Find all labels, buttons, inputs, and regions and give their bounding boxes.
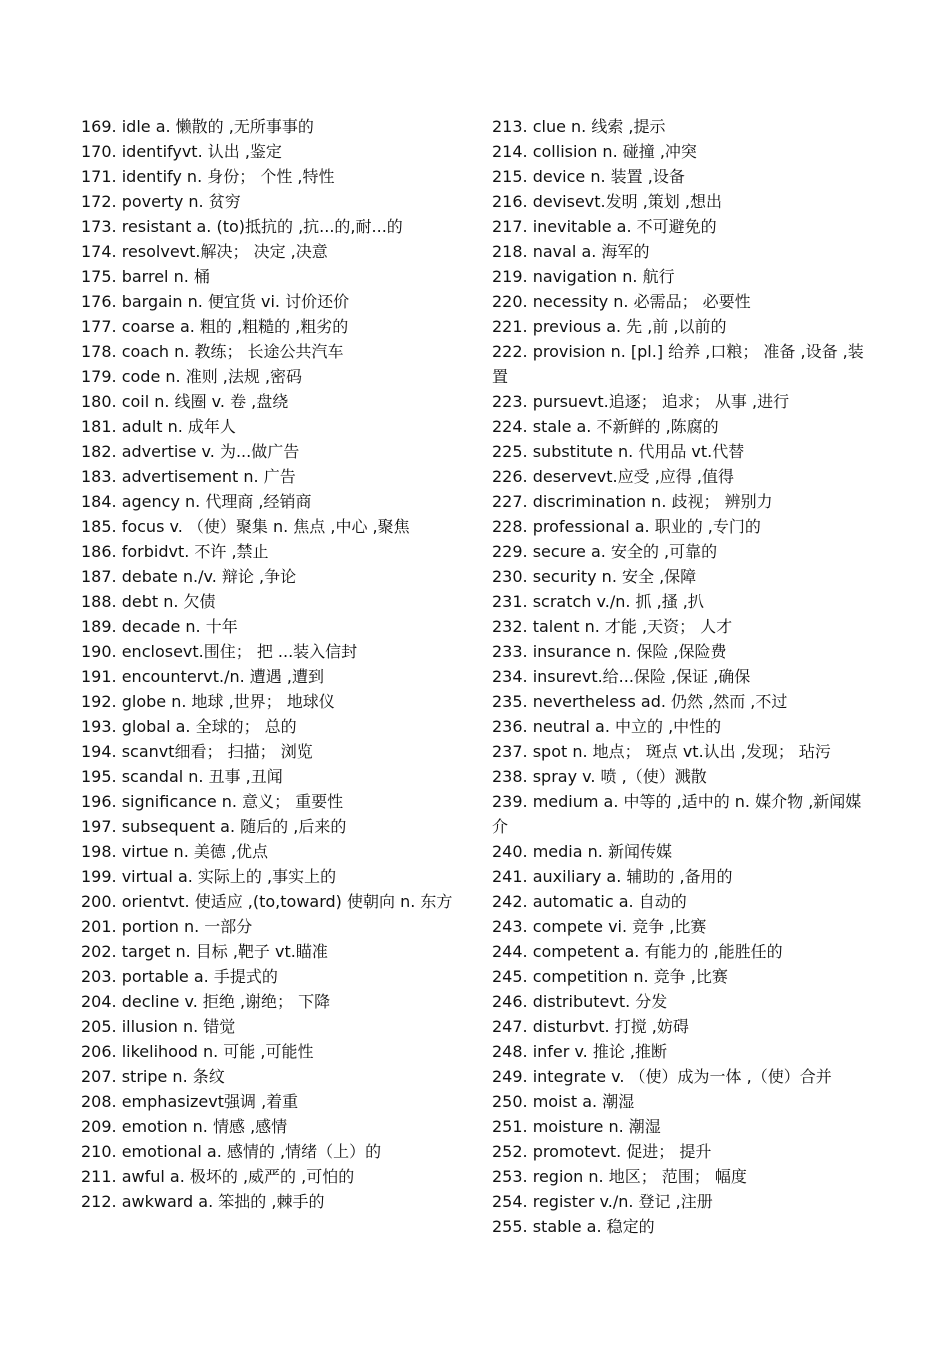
vocab-entry: 248. infer v. 推论 ,推断 (492, 1042, 668, 1061)
vocab-entry: 241. auxiliary a. 辅助的 ,备用的 (492, 867, 733, 886)
vocab-entry: 188. debt n. 欠债 (81, 592, 216, 611)
vocab-entry: 250. moist a. 潮湿 (492, 1092, 635, 1111)
vocab-entry: 242. automatic a. 自动的 (492, 892, 687, 911)
vocab-entry: 228. professional a. 职业的 ,专门的 (492, 517, 761, 536)
vocab-entry: 201. portion n. 一部分 (81, 917, 253, 936)
vocab-entry: 225. substitute n. 代用品 vt.代替 (492, 442, 745, 461)
vocab-entry: 216. devisevt.发明 ,策划 ,想出 (492, 192, 722, 211)
vocab-entry: 210. emotional a. 感情的 ,情绪（上）的 (81, 1142, 382, 1161)
vocab-entry: 198. virtue n. 美德 ,优点 (81, 842, 269, 861)
vocab-entry: 177. coarse a. 粗的 ,粗糙的 ,粗劣的 (81, 317, 349, 336)
vocab-entry: 181. adult n. 成年人 (81, 417, 236, 436)
vocab-entry: 253. region n. 地区； 范围； 幅度 (492, 1167, 747, 1186)
vocab-entry: 189. decade n. 十年 (81, 617, 238, 636)
vocab-entry: 203. portable a. 手提式的 (81, 967, 278, 986)
vocab-entry: 175. barrel n. 桶 (81, 267, 210, 286)
left-column (81, 114, 457, 1214)
vocab-entry: 204. decline v. 拒绝 ,谢绝； 下降 (81, 992, 331, 1011)
vocab-entry: 235. nevertheless ad. 仍然 ,然而 ,不过 (492, 692, 788, 711)
vocab-entry: 213. clue n. 线索 ,提示 (492, 117, 666, 136)
vocab-entry: 193. global a. 全球的； 总的 (81, 717, 297, 736)
vocab-entry: 200. orientvt. 使适应 ,(to,toward) 使朝向 n. 东方 (81, 892, 453, 911)
vocab-entry: 233. insurance n. 保险 ,保险费 (492, 642, 727, 661)
vocab-entry: 232. talent n. 才能 ,天资； 人才 (492, 617, 733, 636)
vocab-entry: 214. collision n. 碰撞 ,冲突 (492, 142, 697, 161)
vocab-entry: 202. target n. 目标 ,靶子 vt.瞄准 (81, 942, 328, 961)
vocab-entry: 236. neutral a. 中立的 ,中性的 (492, 717, 722, 736)
vocab-entry: 186. forbidvt. 不许 ,禁止 (81, 542, 269, 561)
vocab-entry: 230. security n. 安全 ,保障 (492, 567, 697, 586)
vocab-entry: 234. insurevt.给...保险 ,保证 ,确保 (492, 667, 751, 686)
vocab-entry: 184. agency n. 代理商 ,经销商 (81, 492, 312, 511)
vocab-entry: 247. disturbvt. 打搅 ,妨碍 (492, 1017, 689, 1036)
vocab-entry: 239. medium a. 中等的 ,适中的 n. 媒介物 ,新闻媒介 (492, 792, 862, 836)
vocab-entry: 170. identifyvt. 认出 ,鉴定 (81, 142, 282, 161)
vocab-entry: 220. necessity n. 必需品； 必要性 (492, 292, 751, 311)
vocab-entry: 207. stripe n. 条纹 (81, 1067, 225, 1086)
vocab-entry: 229. secure a. 安全的 ,可靠的 (492, 542, 718, 561)
vocab-entry: 173. resistant a. (to)抵抗的 ,抗...的,耐...的 (81, 217, 403, 236)
vocab-entry: 217. inevitable a. 不可避免的 (492, 217, 717, 236)
vocab-entry: 209. emotion n. 情感 ,感情 (81, 1117, 288, 1136)
vocab-entry: 243. compete vi. 竞争 ,比赛 (492, 917, 707, 936)
vocab-entry: 238. spray v. 喷 ,（使）溅散 (492, 767, 707, 786)
vocab-entry: 249. integrate v. （使）成为一体 ,（使）合并 (492, 1067, 832, 1086)
vocab-entry: 192. globe n. 地球 ,世界； 地球仪 (81, 692, 335, 711)
vocab-entry: 183. advertisement n. 广告 (81, 467, 296, 486)
vocab-entry: 196. significance n. 意义； 重要性 (81, 792, 344, 811)
vocab-entry: 187. debate n./v. 辩论 ,争论 (81, 567, 297, 586)
vocab-entry: 211. awful a. 极坏的 ,威严的 ,可怕的 (81, 1167, 355, 1186)
vocab-entry: 251. moisture n. 潮湿 (492, 1117, 661, 1136)
vocab-entry: 222. provision n. [pl.] 给养 ,口粮； 准备 ,设备 ,装置 (492, 342, 864, 386)
vocab-entry: 195. scandal n. 丑事 ,丑闻 (81, 767, 283, 786)
vocab-entry: 237. spot n. 地点； 斑点 vt.认出 ,发现； 玷污 (492, 742, 831, 761)
vocab-entry: 199. virtual a. 实际上的 ,事实上的 (81, 867, 337, 886)
vocab-entry: 221. previous a. 先 ,前 ,以前的 (492, 317, 727, 336)
vocab-entry: 197. subsequent a. 随后的 ,后来的 (81, 817, 347, 836)
vocab-entry: 174. resolvevt.解决； 决定 ,决意 (81, 242, 328, 261)
vocab-entry: 231. scratch v./n. 抓 ,搔 ,扒 (492, 592, 704, 611)
vocab-entry: 219. navigation n. 航行 (492, 267, 675, 286)
vocab-entry: 212. awkward a. 笨拙的 ,棘手的 (81, 1192, 325, 1211)
vocab-entry: 218. naval a. 海军的 (492, 242, 650, 261)
vocab-entry: 169. idle a. 懒散的 ,无所事事的 (81, 117, 314, 136)
vocab-entry: 191. encountervt./n. 遭遇 ,遭到 (81, 667, 324, 686)
vocab-entry: 185. focus v. （使）聚集 n. 焦点 ,中心 ,聚焦 (81, 517, 410, 536)
vocab-entry: 244. competent a. 有能力的 ,能胜任的 (492, 942, 783, 961)
vocab-entry: 252. promotevt. 促进； 提升 (492, 1142, 712, 1161)
vocab-entry: 255. stable a. 稳定的 (492, 1217, 655, 1236)
vocab-entry: 215. device n. 装置 ,设备 (492, 167, 685, 186)
vocab-entry: 179. code n. 准则 ,法规 ,密码 (81, 367, 303, 386)
vocab-entry: 182. advertise v. 为...做广告 (81, 442, 300, 461)
vocab-entry: 246. distributevt. 分发 (492, 992, 668, 1011)
vocab-entry: 224. stale a. 不新鲜的 ,陈腐的 (492, 417, 719, 436)
vocab-entry: 190. enclosevt.围住； 把 ...装入信封 (81, 642, 358, 661)
vocab-entry: 254. register v./n. 登记 ,注册 (492, 1192, 713, 1211)
vocab-entry: 227. discrimination n. 歧视； 辨别力 (492, 492, 773, 511)
vocab-entry: 194. scanvt细看； 扫描； 浏览 (81, 742, 313, 761)
vocab-entry: 176. bargain n. 便宜货 vi. 讨价还价 (81, 292, 350, 311)
vocab-entry: 205. illusion n. 错觉 (81, 1017, 236, 1036)
right-column (492, 114, 870, 1239)
vocab-entry: 223. pursuevt.追逐； 追求； 从事 ,进行 (492, 392, 790, 411)
vocab-entry: 180. coil n. 线圈 v. 卷 ,盘绕 (81, 392, 289, 411)
vocab-entry: 206. likelihood n. 可能 ,可能性 (81, 1042, 314, 1061)
vocab-entry: 240. media n. 新闻传媒 (492, 842, 672, 861)
vocab-entry: 208. emphasizevt强调 ,着重 (81, 1092, 299, 1111)
vocab-entry: 178. coach n. 教练； 长途公共汽车 (81, 342, 344, 361)
vocab-entry: 226. deservevt.应受 ,应得 ,值得 (492, 467, 734, 486)
vocab-entry: 172. poverty n. 贫穷 (81, 192, 241, 211)
vocab-entry: 171. identify n. 身份； 个性 ,特性 (81, 167, 335, 186)
vocab-entry: 245. competition n. 竞争 ,比赛 (492, 967, 728, 986)
